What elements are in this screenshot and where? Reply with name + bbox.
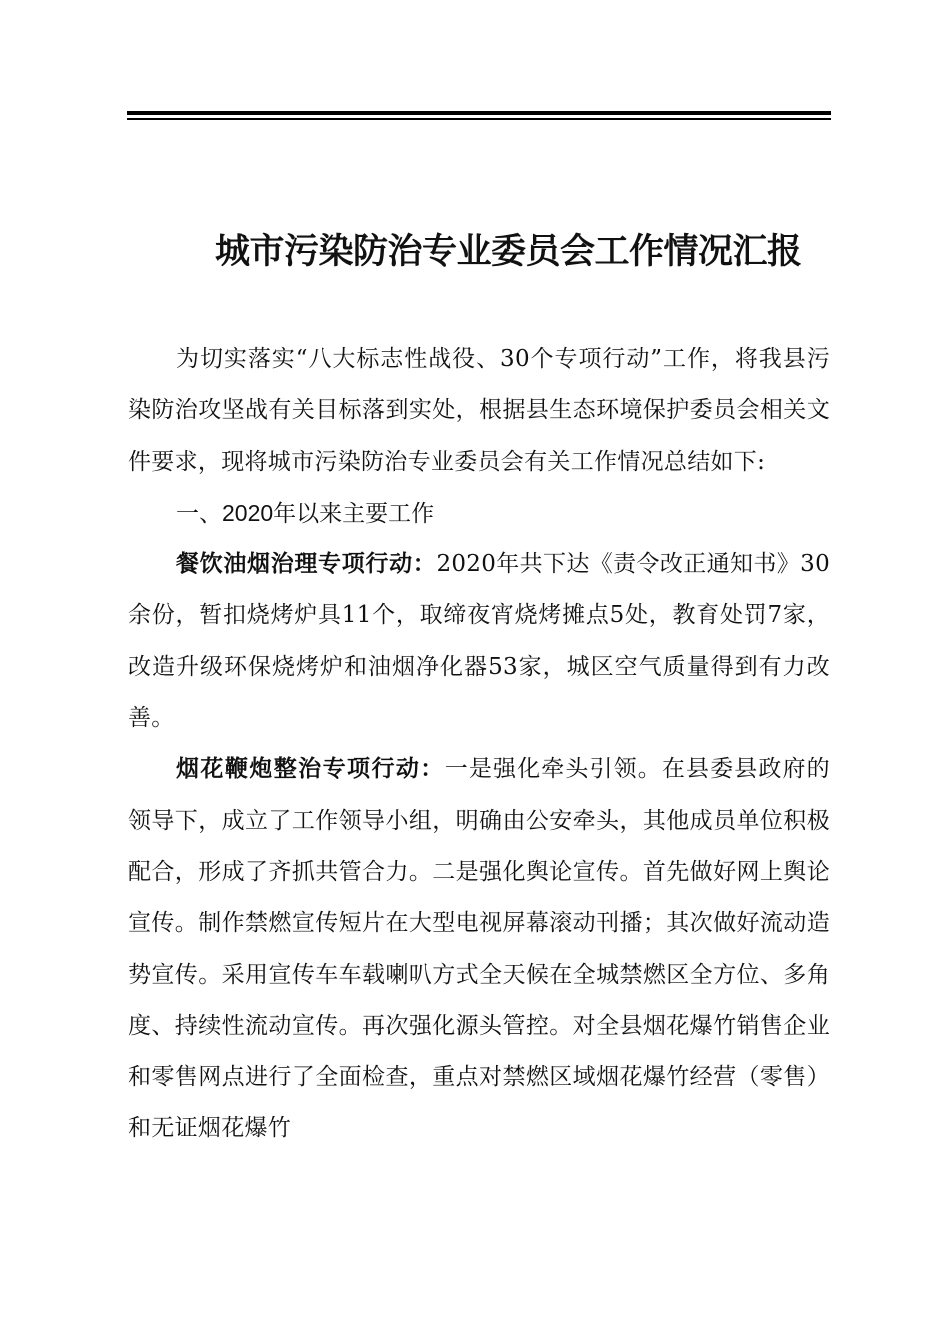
section-heading: 一、2020年以来主要工作: [176, 499, 435, 526]
header-rule-thick: [127, 111, 831, 115]
header-rule-thin: [127, 118, 831, 120]
fireworks-text: 一是强化牵头引领。在县委县政府的领导下，成立了工作领导小组，明确由公安牵头，其他成员单位积极配合，形成了齐抓共管合力。二是强化舆论宣传。首先做好网上舆论宣传。制作禁燃宣传短片在大型电视屏幕滚动刊播；其次做好流动造势宣传。采用宣传车车载喇叭方式全天候在全城禁燃区全方位、多角度、持续性流动宣传。再次强化源头管控。对全县烟花爆竹销售企业和零售网点进行了全面检查，重点对禁燃区域烟花爆竹经营（零售）和无证烟花爆竹: [128, 756, 830, 1142]
fireworks-lead: 烟花鞭炮整治专项行动：: [176, 756, 445, 783]
fireworks-paragraph: [128, 744, 830, 1154]
document-title: 城市污染防治专业委员会工作情况汇报: [215, 231, 802, 272]
intro-paragraph: 为切实落实“八大标志性战役、30个专项行动”工作，将我县污染防治攻坚战有关目标落到实处，根据县生态环境保护委员会相关文件要求，现将城市污染防治专业委员会有关工作情况总结如下:: [128, 346, 830, 475]
document-body: [128, 334, 830, 1155]
catering-text: 2020年共下达《责令改正通知书》30余份，暂扣烧烤炉具11个，取缔夜宵烧烤摊点5处，教育处罚7家，改造升级环保烧烤炉和油烟净化器53家，城区空气质量得到有力改善。: [128, 551, 830, 732]
catering-paragraph: [128, 539, 830, 744]
catering-lead: 餐饮油烟治理专项行动：: [176, 551, 437, 578]
